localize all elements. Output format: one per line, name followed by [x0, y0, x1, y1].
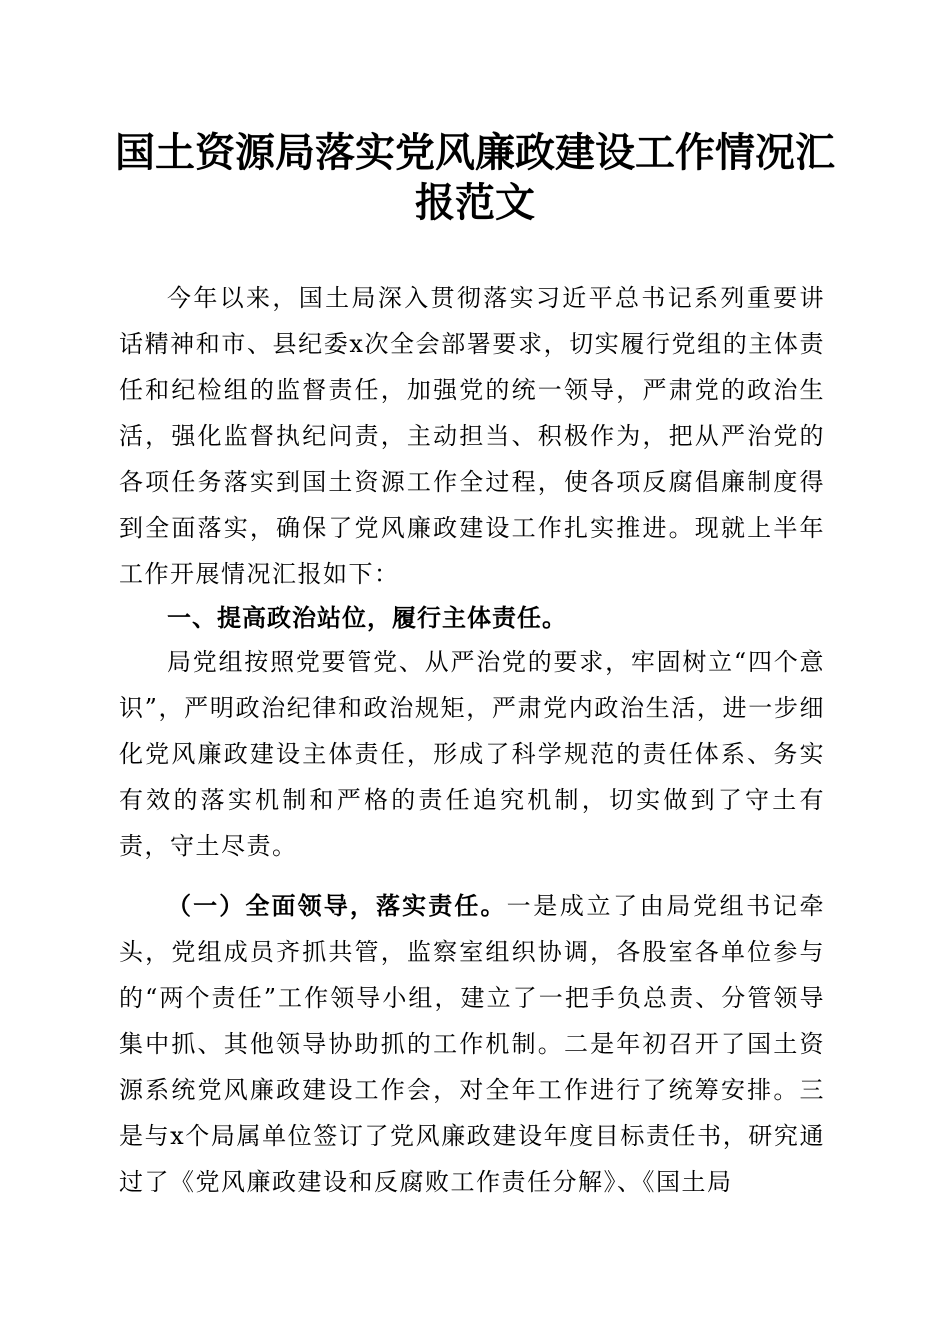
subsection-1-heading: （一）全面领导，落实责任。 [167, 892, 507, 920]
subsection-1-paragraph-block [119, 883, 825, 1205]
document-title: 国土资源局落实党风廉政建设工作情况汇报范文 [115, 129, 835, 226]
subsection-1-paragraph: 一是成立了由局党组书记牵头，党组成员齐抓共管，监察室组织协调，各股室各单位参与的“两个责任”工作领导小组，建立了一把手负总责、分管领导集中抓、其他领导协助抓的工作机制。二是年初召开了国土资源系统党风廉政建设工作会，对全年工作进行了统筹安排。三是与x个局属单位签订了党风廉政建设年度目标责任书，研究通过了《党风廉政建设和反腐败工作责任分解》、《国土局 [119, 892, 825, 1196]
section-1-heading: 一、提高政治站位，履行主体责任。 [167, 604, 567, 632]
document-body [119, 275, 825, 1205]
section-1-paragraph: 局党组按照党要管党、从严治党的要求，牢固树立“四个意识”，严明政治纪律和政治规矩，严肃党内政治生活，进一步细化党风廉政建设主体责任，形成了科学规范的责任体系、务实有效的落实机制和严格的责任追究机制，切实做到了守土有责，守土尽责。 [119, 648, 825, 860]
paragraph-gap [119, 869, 825, 883]
intro-paragraph: 今年以来，国土局深入贯彻落实习近平总书记系列重要讲话精神和市、县纪委x次全会部署要求，切实履行党组的主体责任和纪检组的监督责任，加强党的统一领导，严肃党的政治生活，强化监督执纪问责，主动担当、积极作为，把从严治党的各项任务落实到国土资源工作全过程，使各项反腐倡廉制度得到全面落实，确保了党风廉政建设工作扎实推进。现就上半年工作开展情况汇报如下： [119, 284, 825, 588]
